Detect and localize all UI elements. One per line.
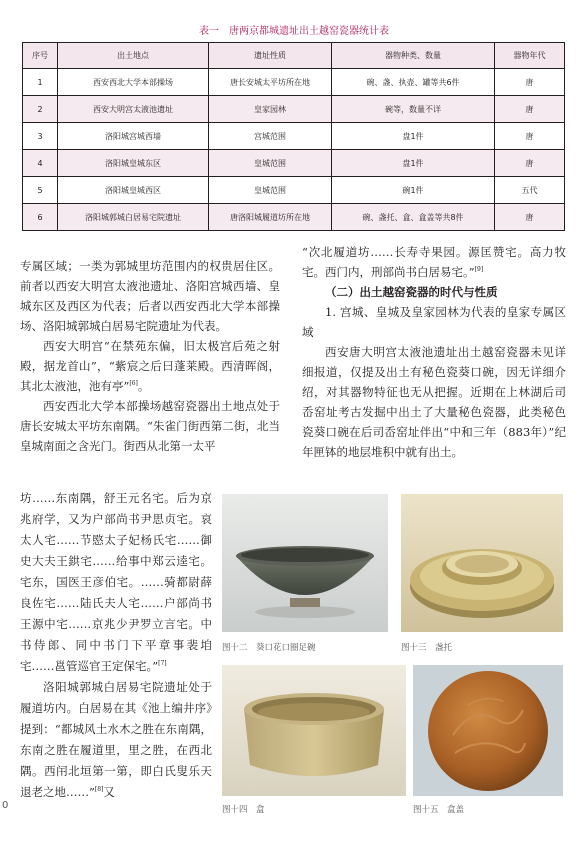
figure-14-caption: 图十四 盒: [222, 805, 265, 815]
cell-site: 西安西北大学本部操场: [58, 69, 209, 96]
table-row: [23, 69, 565, 96]
table-row: [23, 204, 565, 231]
paragraph-text: 洛阳城郭城白居易宅院遗址处于履道坊内。白居易在其《池上编井序》提到：“都城风土水木之胜在东南隅，东南之胜在履道里，里之胜，在西北隅。西闬北垣第一第，即白氏叟乐天退老之地……”: [20, 680, 212, 799]
paragraph-text: 又: [103, 785, 115, 799]
cell-index: 3: [23, 123, 58, 150]
footnote-ref: [6]: [129, 380, 138, 388]
cell-items: 碗等，数量不详: [332, 96, 495, 123]
paragraph: [20, 677, 212, 803]
figure-13-caption: 图十三 盏托: [401, 643, 453, 653]
table-row: [23, 150, 565, 177]
table-row: [23, 96, 565, 123]
header-items: 器物种类、数量: [332, 43, 495, 69]
paragraph-text: 。: [137, 379, 150, 393]
cell-items: 碗、盏、执壶、罐等共6件: [332, 69, 495, 96]
section-subheading: （二）出土越窑瓷器的时代与性质: [325, 285, 498, 299]
header-date: 器物年代: [495, 43, 565, 69]
bowl-image: [222, 494, 388, 632]
paragraph: 专属区域；一类为郭城里坊范围内的权贵居住区。前者以西安大明宫太液池遗址、洛阳宫城西墙、皇城东区及西区为代表；后者以西安西北大学本部操场、洛阳城郭城白居易宅院遗址为代表。: [20, 259, 280, 333]
table-header-row: [23, 43, 565, 69]
cell-date: 唐: [495, 96, 565, 123]
footnote-ref: [9]: [474, 266, 484, 274]
paragraph: [20, 488, 212, 677]
paragraph-text: 坊……东南隅，舒王元名宅。后为京兆府学，又为户部尚书尹思贞宅。哀太人宅……节愍太子妃杨氏宅……御史大夫王鉷宅……给事中郑云逵宅。宅东，国医王彦伯宅。……骑都尉薛良佐宅……陆氏夫人宅……户部尚书王源中宅……京兆少尹罗立言宅。中书侍郎、同中书门下平章事裴垍宅……邕管巡官王定保宅。”: [20, 491, 212, 673]
cell-items: 碗1件: [332, 177, 495, 204]
paragraph: 西安唐大明宫太液池遗址出土越窑瓷器未见详细报道，仅提及出土有秘色瓷葵口碗，因无详细介绍，对其器物特征也无从把握。近期在上林湖后司岙窑址考古发掘中出土了大量秘色瓷器，此类秘色瓷葵口碗在后司岙窑址伴出“中和三年（883年）”纪年匣钵的地层堆积中就有出土。: [302, 345, 566, 459]
paragraph: 西安西北大学本部操场越窑瓷器出土地点处于唐长安城太平坊东南隅。“朱雀门街西第二街，北当皇城南面之含光门。街西从北第一太平: [20, 399, 280, 453]
paragraph: [20, 336, 280, 396]
footnote-ref: [8]: [94, 786, 104, 794]
figure-14-photo: [222, 665, 406, 796]
figure-15-caption: 图十五 盒盖: [413, 805, 465, 815]
narrow-column-text: [20, 488, 212, 803]
paragraph-text: “次北履道坊……长寿寺果园。源匡赞宅。高力牧宅。西门内，刑部尚书白居易宅。”: [302, 245, 566, 279]
page-number-fragment: 0: [2, 800, 9, 811]
cell-nature: 唐长安城太平坊所在地: [209, 69, 332, 96]
cell-items: 碗、盏托、盒、盒盖等共8件: [332, 204, 495, 231]
cell-nature: 唐洛阳城履道坊所在地: [209, 204, 332, 231]
cell-items: 盘1件: [332, 123, 495, 150]
cell-site: 洛阳城宫城西墙: [58, 123, 209, 150]
figure-12-caption: 图十二 葵口花口圈足碗: [222, 643, 316, 653]
paragraph: 1. 宫城、皇城及皇家园林为代表的皇家专属区域: [302, 305, 566, 339]
figure-12-photo: [222, 494, 388, 632]
cell-site: 西安大明宫太液池遗址: [58, 96, 209, 123]
cell-nature: 皇家园林: [209, 96, 332, 123]
left-column-text: [20, 256, 280, 456]
cell-index: 1: [23, 69, 58, 96]
cell-date: 唐: [495, 204, 565, 231]
table-caption: 表一 唐两京都城遗址出土越窑瓷器统计表: [199, 26, 389, 37]
table-row: [23, 177, 565, 204]
box-image: [222, 665, 406, 796]
footnote-ref: [7]: [158, 660, 167, 668]
paragraph: [302, 242, 566, 282]
cell-index: 5: [23, 177, 58, 204]
cell-nature: 宫城范围: [209, 123, 332, 150]
figure-15-photo: [413, 665, 563, 796]
right-column-text: [302, 242, 566, 462]
figure-13-photo: [401, 494, 563, 632]
header-nature: 遗址性质: [209, 43, 332, 69]
box-lid-image: [413, 665, 563, 796]
cell-date: 唐: [495, 123, 565, 150]
cell-date: 五代: [495, 177, 565, 204]
cell-site: 洛阳城郭城白居易宅院遗址: [58, 204, 209, 231]
header-index: 序号: [23, 43, 58, 69]
cell-site: 洛阳城皇城东区: [58, 150, 209, 177]
cell-date: 唐: [495, 69, 565, 96]
cell-nature: 皇城范围: [209, 150, 332, 177]
header-site: 出土地点: [58, 43, 209, 69]
cell-nature: 皇城范围: [209, 177, 332, 204]
table-row: [23, 123, 565, 150]
cup-stand-image: [401, 494, 563, 632]
cell-index: 6: [23, 204, 58, 231]
cell-index: 2: [23, 96, 58, 123]
cell-index: 4: [23, 150, 58, 177]
cell-date: 唐: [495, 150, 565, 177]
cell-items: 盘1件: [332, 150, 495, 177]
paragraph-text: 西安大明宫“在禁苑东偏，旧太极宫后苑之射殿，据龙首山”，“紫宸之后曰蓬莱殿。西清晖阁，其北太液池，池有亭”: [20, 339, 280, 393]
statistics-table: [22, 42, 565, 231]
cell-site: 洛阳城皇城西区: [58, 177, 209, 204]
